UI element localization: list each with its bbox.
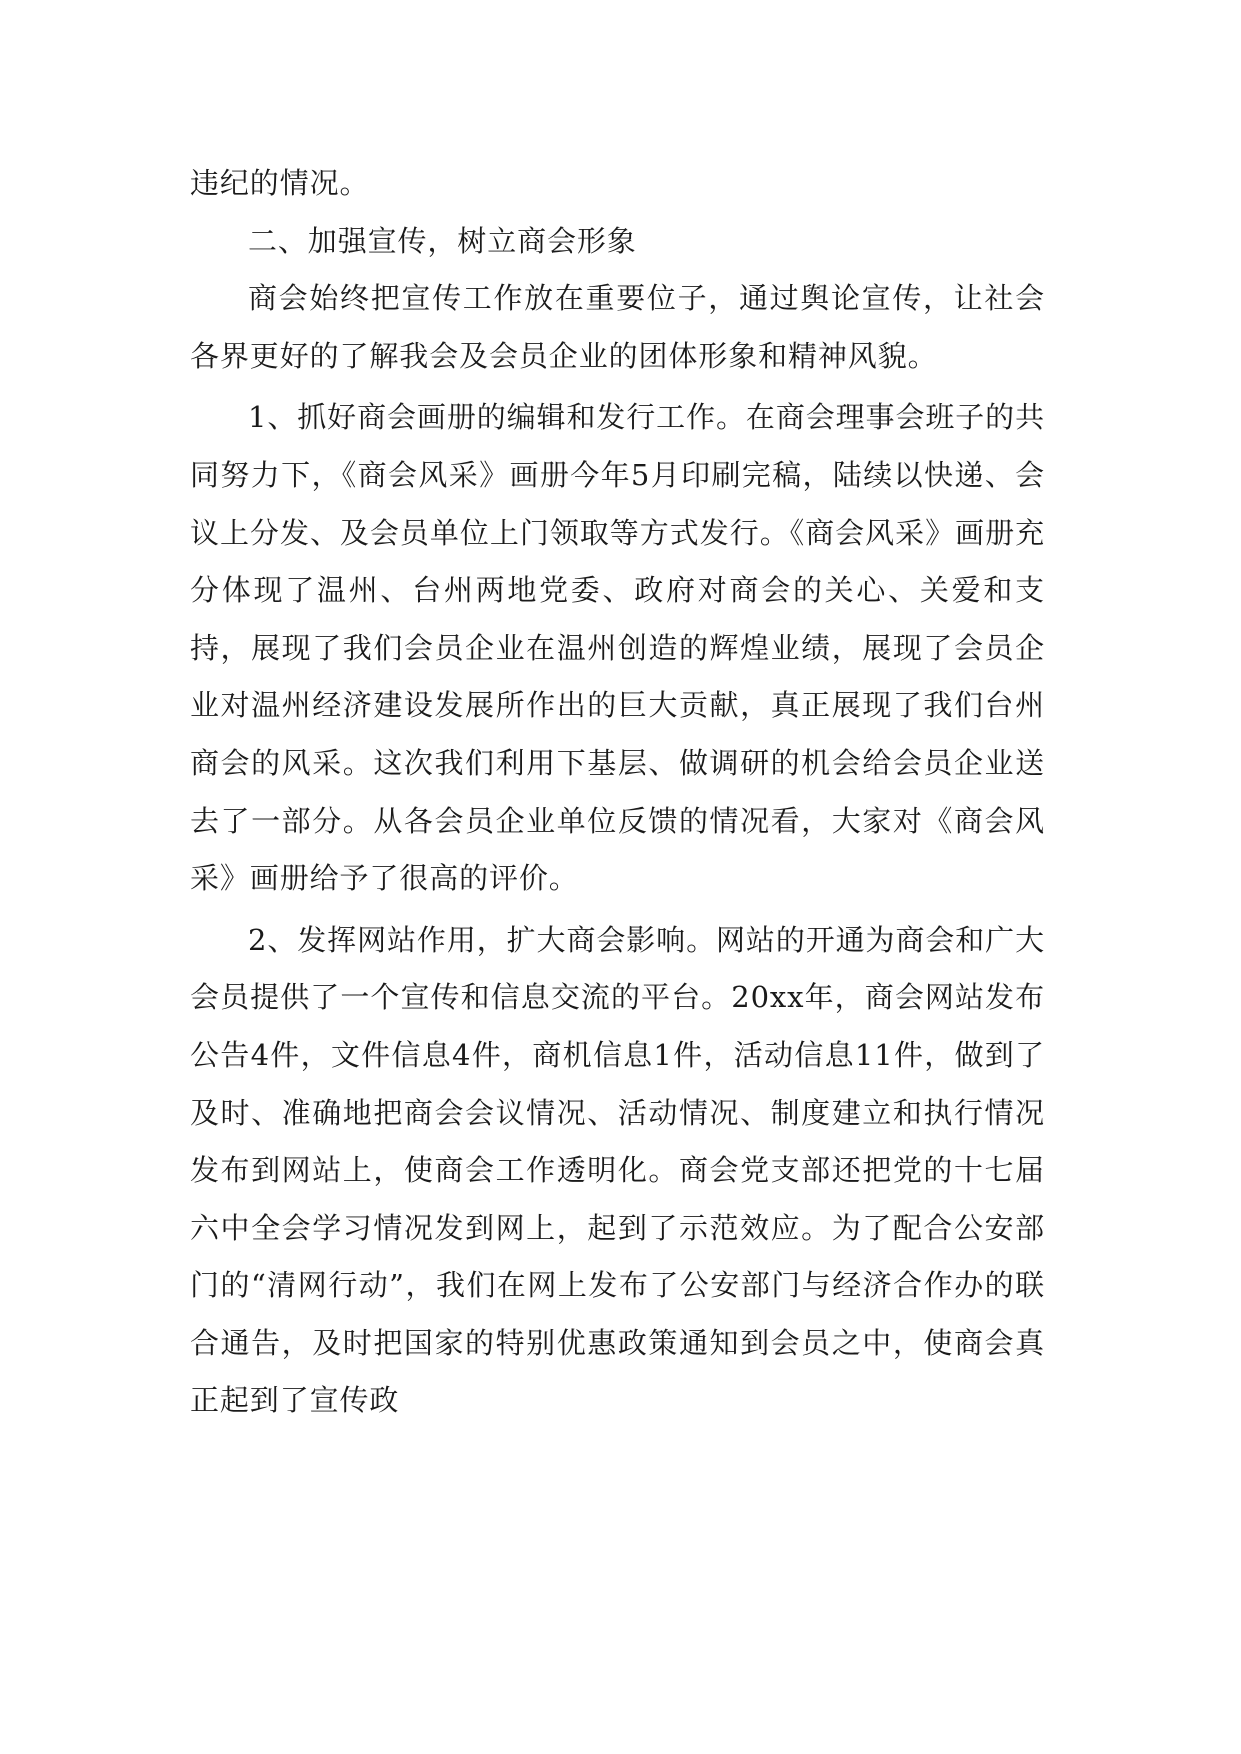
document-body [190, 155, 1045, 1430]
paragraph-item-2: 2、发挥网站作用，扩大商会影响。网站的开通为商会和广大会员提供了一个宣传和信息交流的平台。20xx年，商会网站发布公告4件，文件信息4件，商机信息1件，活动信息11件，做到了及时、准确地把商会会议情况、活动情况、制度建立和执行情况发布到网站上，使商会工作透明化。商会党支部还把党的十七届六中全会学习情况发到网上，起到了示范效应。为了配合公安部门的“清网行动”，我们在网上发布了公安部门与经济合作办的联合通告，及时把国家的特别优惠政策通知到会员之中，使商会真正起到了宣传政 [190, 922, 1045, 1418]
paragraph-continuation: 违纪的情况。 [190, 166, 370, 200]
paragraph-item-1: 1、抓好商会画册的编辑和发行工作。在商会理事会班子的共同努力下，《商会风采》画册今年5月印刷完稿，陆续以快递、会议上分发、及会员单位上门领取等方式发行。《商会风采》画册充分体现了温州、台州两地党委、政府对商会的关心、关爱和支持，展现了我们会员企业在温州创造的辉煌业绩，展现了会员企业对温州经济建设发展所作出的巨大贡献，真正展现了我们台州商会的风采。这次我们利用下基层、做调研的机会给会员企业送去了一部分。从各会员企业单位反馈的情况看，大家对《商会风采》画册给予了很高的评价。 [190, 400, 1045, 896]
section-heading: 二、加强宣传，树立商会形象 [248, 223, 637, 258]
paragraph-intro: 商会始终把宣传工作放在重要位子，通过舆论宣传，让社会各界更好的了解我会及会员企业的团体形象和精神风貌。 [190, 281, 1045, 373]
